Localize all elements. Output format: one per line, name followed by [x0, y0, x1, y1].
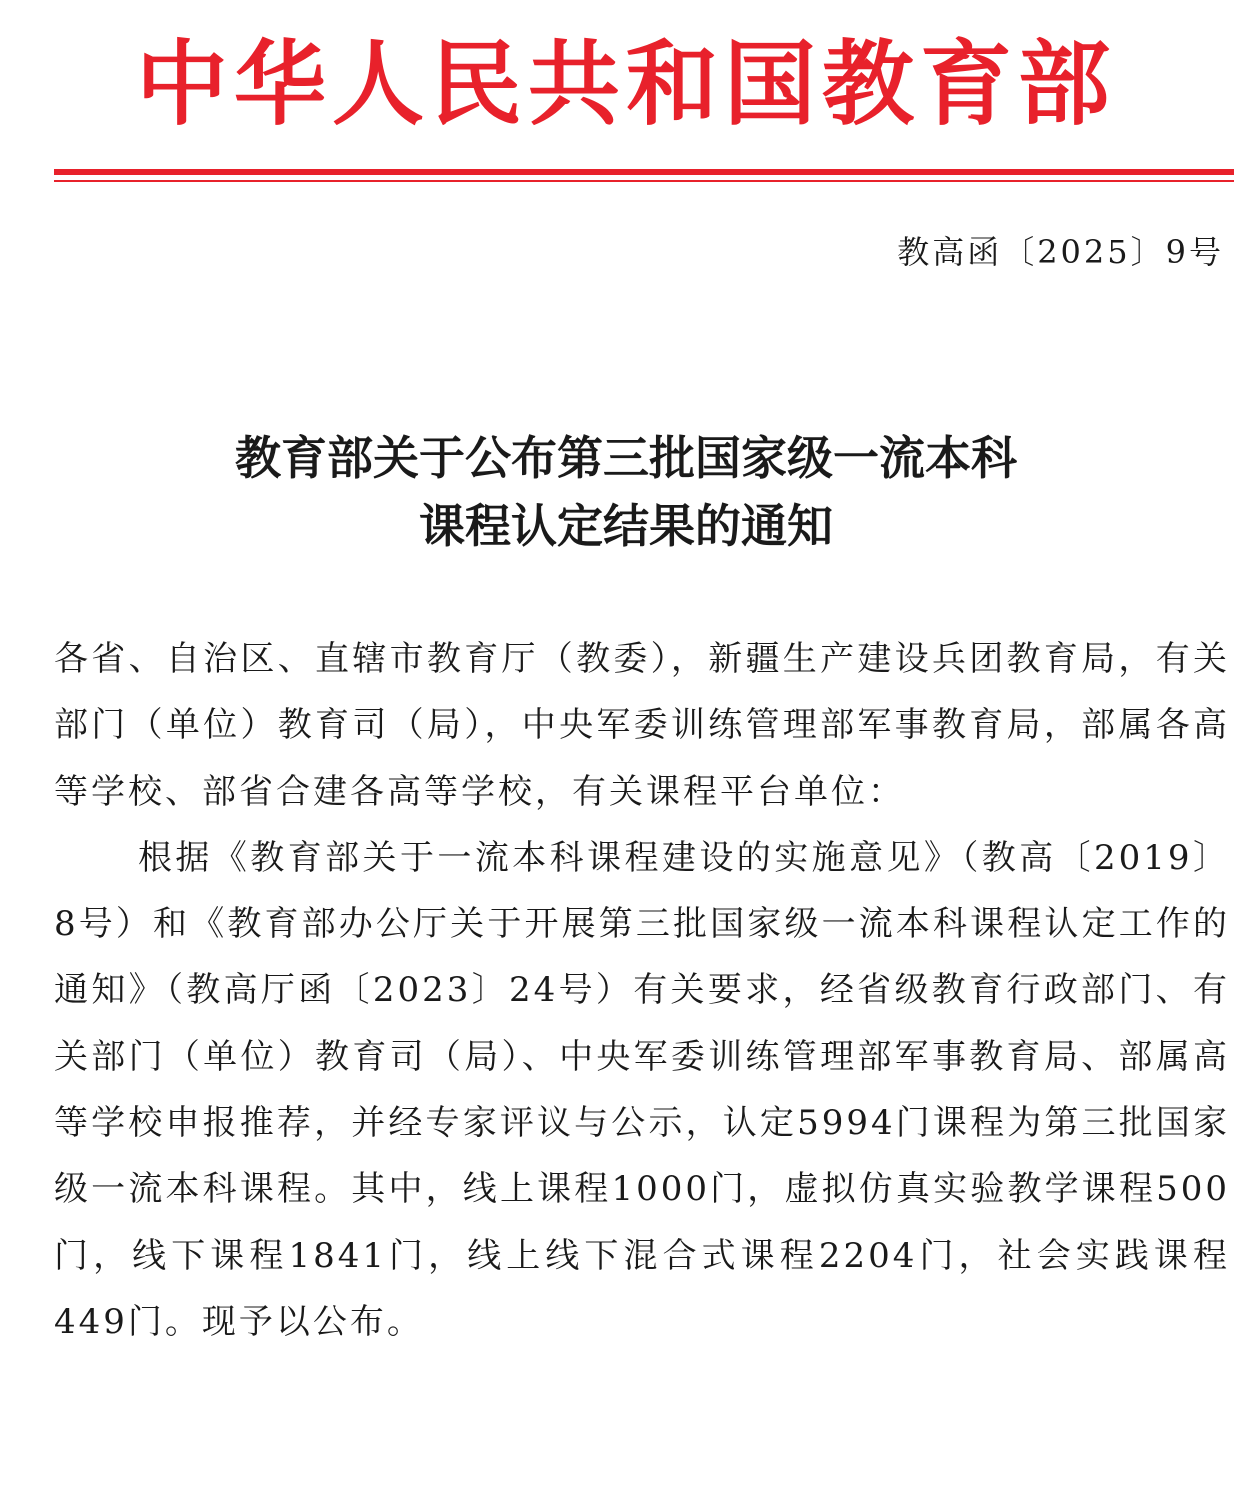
- red-header-rule-thick: [54, 169, 1234, 175]
- red-header-rule-thin: [54, 180, 1234, 182]
- body-paragraph-1: 根据《教育部关于一流本科课程建设的实施意见》（教高〔2019〕8号）和《教育部办公厅关于开展第三批国家级一流本科课程认定工作的通知》（教高厅函〔2023〕24号）有关要求，经省级教育行政部门、有关部门（单位）教育司（局）、中央军委训练管理部军事教育局、部属高等学校申报推荐，并经专家评议与公示，认定5994门课程为第三批国家级一流本科课程。其中，线上课程1000门，虚拟仿真实验教学课程500门，线下课程1841门，线上线下混合式课程2204门，社会实践课程449门。现予以公布。: [54, 837, 1230, 1342]
- document-body: [54, 626, 1230, 1355]
- title-line-2: 课程认定结果的通知: [419, 499, 833, 553]
- document-number: 教高函〔2025〕9号: [897, 233, 1224, 271]
- document-title: [0, 424, 1252, 560]
- issuer-masthead: 中华人民共和国教育部: [135, 31, 1116, 138]
- title-line-1: 教育部关于公布第三批国家级一流本科: [235, 431, 1017, 485]
- addressees-paragraph: 各省、自治区、直辖市教育厅（教委），新疆生产建设兵团教育局，有关部门（单位）教育司（局），中央军委训练管理部军事教育局，部属各高等学校、部省合建各高等学校，有关课程平台单位：: [54, 639, 1230, 812]
